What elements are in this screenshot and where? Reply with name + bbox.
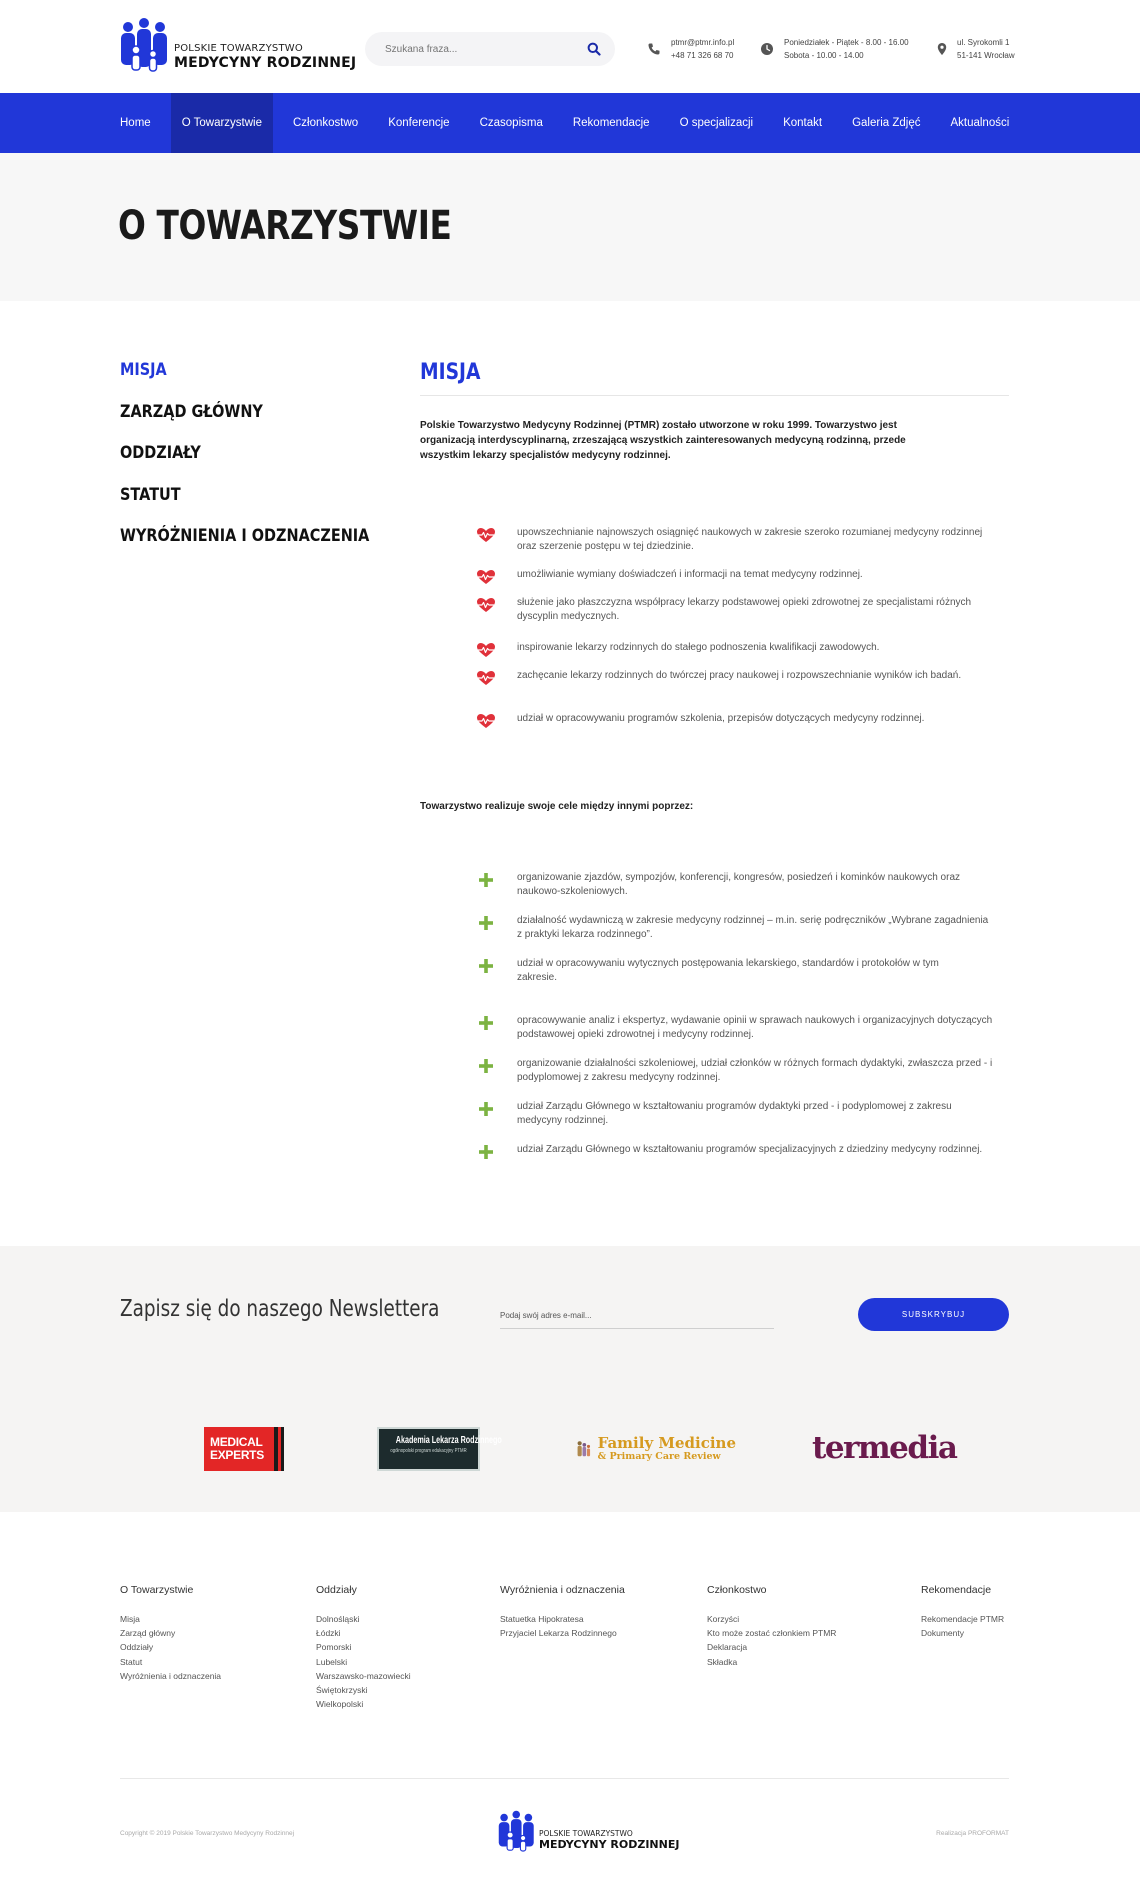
heartbeat-icon xyxy=(476,642,496,658)
main-navigation xyxy=(0,93,1140,153)
section-sidebar xyxy=(120,360,413,568)
means-text: organizowanie zjazdów, sympozjów, konferencji, kongresów, posiedzeń i kominków naukowych oraz naukowo-szkoleniowych. xyxy=(517,872,961,897)
list-item xyxy=(476,712,996,740)
contact-email[interactable]: ptmr@ptmr.info.pl xyxy=(671,38,735,47)
footer-col-o-towarzystwie xyxy=(120,1584,221,1683)
list-item xyxy=(476,596,996,641)
partners-strip xyxy=(0,1376,1140,1512)
footer-link[interactable]: Korzyści xyxy=(707,1614,740,1624)
footer-link[interactable]: Rekomendacje PTMR xyxy=(921,1614,1005,1624)
family-logo-icon xyxy=(498,1810,536,1854)
contact-phone[interactable]: +48 71 326 68 70 xyxy=(671,51,734,60)
medical-experts-line2: EXPERTS xyxy=(210,1448,264,1462)
means-text: udział Zarządu Głównego w kształtowaniu programów specjalizacyjnych z dziedziny medycyny rodzinnej. xyxy=(517,1144,983,1155)
footer-link[interactable]: Wielkopolski xyxy=(316,1699,364,1710)
plus-icon xyxy=(476,1015,496,1031)
copyright-text: Copyright © 2019 Polskie Towarzystwo Medycyny Rodzinnej xyxy=(120,1830,295,1837)
footer-col-czlonkostwo xyxy=(707,1584,836,1669)
partner-termedia[interactable]: termedia xyxy=(812,1430,957,1466)
footer-link[interactable]: Świętokrzyski xyxy=(316,1685,368,1696)
list-item xyxy=(476,641,996,669)
heading-divider xyxy=(420,395,1009,396)
list-item xyxy=(476,914,996,957)
means-text: organizowanie działalności szkoleniowej, udział członków w różnych formach dydaktyki, zwłaszcza przed - i podyplomowej z zakresu medycyny rodzinnej. xyxy=(517,1058,993,1083)
akademia-subtitle: ogólnopolski program edukacyjny PTMR xyxy=(390,1448,467,1454)
sidebar-item-wyroznienia[interactable]: WYRÓŻNIENIA I ODZNACZENIA xyxy=(120,526,370,546)
nav-kontakt[interactable]: Kontakt xyxy=(783,117,823,129)
means-text: udział w opracowywaniu wytycznych postępowania lekarskiego, standardów i protokołów w tym zakresie. xyxy=(517,958,939,983)
sidebar-item-misja[interactable]: MISJA xyxy=(120,360,167,380)
search-bar xyxy=(365,32,615,66)
address-street: ul. Syrokomli 1 xyxy=(957,38,1010,47)
footer-link[interactable]: Składka xyxy=(707,1656,738,1667)
newsletter-section xyxy=(0,1246,1140,1376)
footer-col-title: Rekomendacje xyxy=(921,1584,992,1596)
page-title-band xyxy=(0,153,1140,301)
list-item xyxy=(476,669,996,712)
map-pin-icon xyxy=(935,42,949,56)
footer-link[interactable]: Przyjaciel Lekarza Rodzinnego xyxy=(500,1628,617,1639)
footer-divider xyxy=(120,1778,1009,1779)
goal-text: udział w opracowywaniu programów szkolenia, przepisów dotyczących medycyny rodzinnej. xyxy=(517,713,925,724)
list-item xyxy=(476,526,996,568)
means-list xyxy=(476,871,996,1186)
nav-czlonkostwo[interactable]: Członkostwo xyxy=(293,117,359,129)
partner-medical-experts[interactable] xyxy=(204,1427,284,1471)
sidebar-item-oddzialy[interactable]: ODDZIAŁY xyxy=(120,443,201,463)
footer-link[interactable]: Kto może zostać członkiem PTMR xyxy=(707,1628,837,1639)
plus-icon xyxy=(476,1144,496,1160)
footer-link[interactable]: Zarząd główny xyxy=(120,1628,176,1639)
address-city: 51-141 Wrocław xyxy=(957,51,1015,60)
contact-address xyxy=(935,36,1015,62)
page-title: O TOWARZYSTWIE xyxy=(118,203,452,249)
means-subheading: Towarzystwo realizuje swoje cele między innymi poprzez: xyxy=(420,801,694,812)
site-header xyxy=(0,0,1140,93)
nav-home[interactable]: Home xyxy=(120,117,151,129)
clock-icon xyxy=(760,42,774,56)
plus-icon xyxy=(476,958,496,974)
family-figures-icon xyxy=(576,1432,592,1466)
intro-paragraph: Polskie Towarzystwo Medycyny Rodzinnej (PTMR) zostało utworzone w roku 1999. Towarzystwo jest organizacją interdyscyplinarną, zrzeszającą wszystkich zainteresowanych medycyną rodzinną, przede wszystkim lekarzy specjalistów medycyny rodzinnej. xyxy=(420,420,906,461)
list-item xyxy=(476,1057,996,1100)
footer-link[interactable]: Łódzki xyxy=(316,1628,341,1639)
footer-col-oddzialy xyxy=(316,1584,411,1711)
list-item xyxy=(476,871,996,914)
footer-col-title: Wyróżnienia i odznaczenia xyxy=(500,1584,625,1596)
list-item xyxy=(476,957,996,1014)
footer-link[interactable]: Dokumenty xyxy=(921,1628,964,1639)
medical-experts-line1: MEDICAL xyxy=(210,1435,263,1449)
list-item xyxy=(476,1143,996,1186)
goal-text: służenie jako płaszczyzna współpracy lekarzy podstawowej opieki zdrowotnej ze specjalistami różnych dyscyplin medycznych. xyxy=(517,597,972,622)
site-logo[interactable] xyxy=(120,16,356,74)
sidebar-item-statut[interactable]: STATUT xyxy=(120,484,181,505)
footer-col-title: Członkostwo xyxy=(707,1584,767,1596)
heartbeat-icon xyxy=(476,527,496,543)
footer-link[interactable]: Lubelski xyxy=(316,1656,348,1667)
nav-konferencje[interactable]: Konferencje xyxy=(388,117,450,129)
sidebar-item-zarzad-glowny[interactable]: ZARZĄD GŁÓWNY xyxy=(120,401,263,422)
list-item xyxy=(476,1014,996,1057)
logo-line-1: POLSKIE TOWARZYSTWO xyxy=(174,43,303,54)
site-footer xyxy=(0,1512,1140,1892)
credit-text[interactable]: Realizacja PROFORMAT xyxy=(936,1830,1009,1837)
goal-text: upowszechnianie najnowszych osiągnięć naukowych w zakresie szeroko rozumianej medycyny rodzinnej oraz szerzenie postępu w tej dziedzinie. xyxy=(517,527,983,552)
family-medicine-subtitle: & Primary Care Review xyxy=(597,1451,721,1462)
goal-text: inspirowanie lekarzy rodzinnych do stałego podnoszenia kwalifikacji zawodowych. xyxy=(517,642,880,653)
footer-logo-line-1: POLSKIE TOWARZYSTWO xyxy=(539,1828,633,1838)
hours-saturday: Sobota - 10.00 - 14.00 xyxy=(784,51,864,60)
phone-icon xyxy=(647,42,661,56)
footer-link[interactable]: Warszawsko-mazowiecki xyxy=(316,1670,411,1681)
footer-col-wyroznienia xyxy=(500,1584,625,1640)
partner-family-medicine[interactable] xyxy=(576,1431,736,1467)
subscribe-button[interactable]: SUBSKRYBUJ xyxy=(858,1298,1009,1331)
footer-link[interactable]: Deklaracja xyxy=(707,1642,748,1653)
heartbeat-icon xyxy=(476,670,496,686)
means-text: udział Zarządu Głównego w kształtowaniu programów dydaktyki przed - i podyplomowej z zakresu medycyny rodzinnej. xyxy=(517,1101,952,1126)
footer-link[interactable]: Statuetka Hipokratesa xyxy=(500,1614,584,1624)
footer-link[interactable]: Statut xyxy=(120,1656,143,1667)
footer-link[interactable]: Dolnośląski xyxy=(316,1614,360,1624)
search-icon[interactable] xyxy=(587,42,601,56)
means-text: działalność wydawniczą w zakresie medycyny rodzinnej – m.in. serię podręczników „Wybrane zagadnienia z praktyki lekarza rodzinnego”. xyxy=(517,915,989,940)
footer-col-rekomendacje xyxy=(921,1584,1004,1640)
main-content xyxy=(420,360,1009,463)
hours-weekdays: Poniedziałek - Piątek - 8.00 - 16.00 xyxy=(784,38,909,47)
partner-akademia-lekarza[interactable] xyxy=(377,1427,502,1471)
nav-rekomendacje[interactable]: Rekomendacje xyxy=(572,117,650,129)
footer-col-title: Oddziały xyxy=(316,1584,357,1596)
logo-line-2: MEDYCYNY RODZINNEJ xyxy=(174,55,357,71)
newsletter-title: Zapisz się do naszego Newslettera xyxy=(120,1296,440,1322)
nav-czasopisma[interactable]: Czasopisma xyxy=(479,117,543,129)
plus-icon xyxy=(476,1058,496,1074)
footer-col-title: O Towarzystwie xyxy=(120,1584,194,1596)
nav-galeria-zdjec[interactable]: Galeria Zdjęć xyxy=(852,117,921,129)
footer-logo[interactable] xyxy=(498,1810,679,1854)
goal-text: zachęcanie lekarzy rodzinnych do twórczej pracy naukowej i rozpowszechnianie wyników ich badań. xyxy=(517,670,962,681)
list-item xyxy=(476,568,996,596)
nav-o-towarzystwie[interactable]: O Towarzystwie xyxy=(171,93,273,153)
plus-icon xyxy=(476,872,496,888)
newsletter-email-input[interactable]: Podaj swój adres e-mail... xyxy=(500,1305,774,1329)
footer-link[interactable]: Pomorski xyxy=(316,1642,352,1653)
contact-hours xyxy=(760,36,909,62)
footer-link[interactable]: Oddziały xyxy=(120,1642,154,1653)
footer-link[interactable]: Misja xyxy=(120,1614,140,1624)
goal-text: umożliwianie wymiany doświadczeń i informacji na temat medycyny rodzinnej. xyxy=(517,569,863,580)
section-heading: MISJA xyxy=(420,360,481,385)
family-medicine-title: Family Medicine xyxy=(597,1434,736,1452)
footer-logo-line-2: MEDYCYNY RODZINNEJ xyxy=(539,1838,680,1851)
heartbeat-icon xyxy=(476,569,496,585)
search-input[interactable] xyxy=(385,44,587,55)
nav-aktualnosci[interactable]: Aktualności xyxy=(950,117,1010,129)
heartbeat-icon xyxy=(476,597,496,613)
goals-list xyxy=(476,526,996,740)
plus-icon xyxy=(476,1101,496,1117)
list-item xyxy=(476,1100,996,1143)
plus-icon xyxy=(476,915,496,931)
means-text: opracowywanie analiz i ekspertyz, wydawanie opinii w sprawach naukowych i organizacyjnych dotyczących podstawowej opieki zdrowotnej i medycyny rodzinnej. xyxy=(517,1015,993,1040)
heartbeat-icon xyxy=(476,713,496,729)
family-logo-icon xyxy=(120,18,170,74)
nav-o-specjalizacji[interactable]: O specjalizacji xyxy=(679,117,754,129)
contact-email-phone xyxy=(647,36,734,62)
akademia-title: Akademia Lekarza Rodzinnego xyxy=(395,1435,502,1446)
footer-link[interactable]: Wyróżnienia i odznaczenia xyxy=(120,1670,222,1681)
